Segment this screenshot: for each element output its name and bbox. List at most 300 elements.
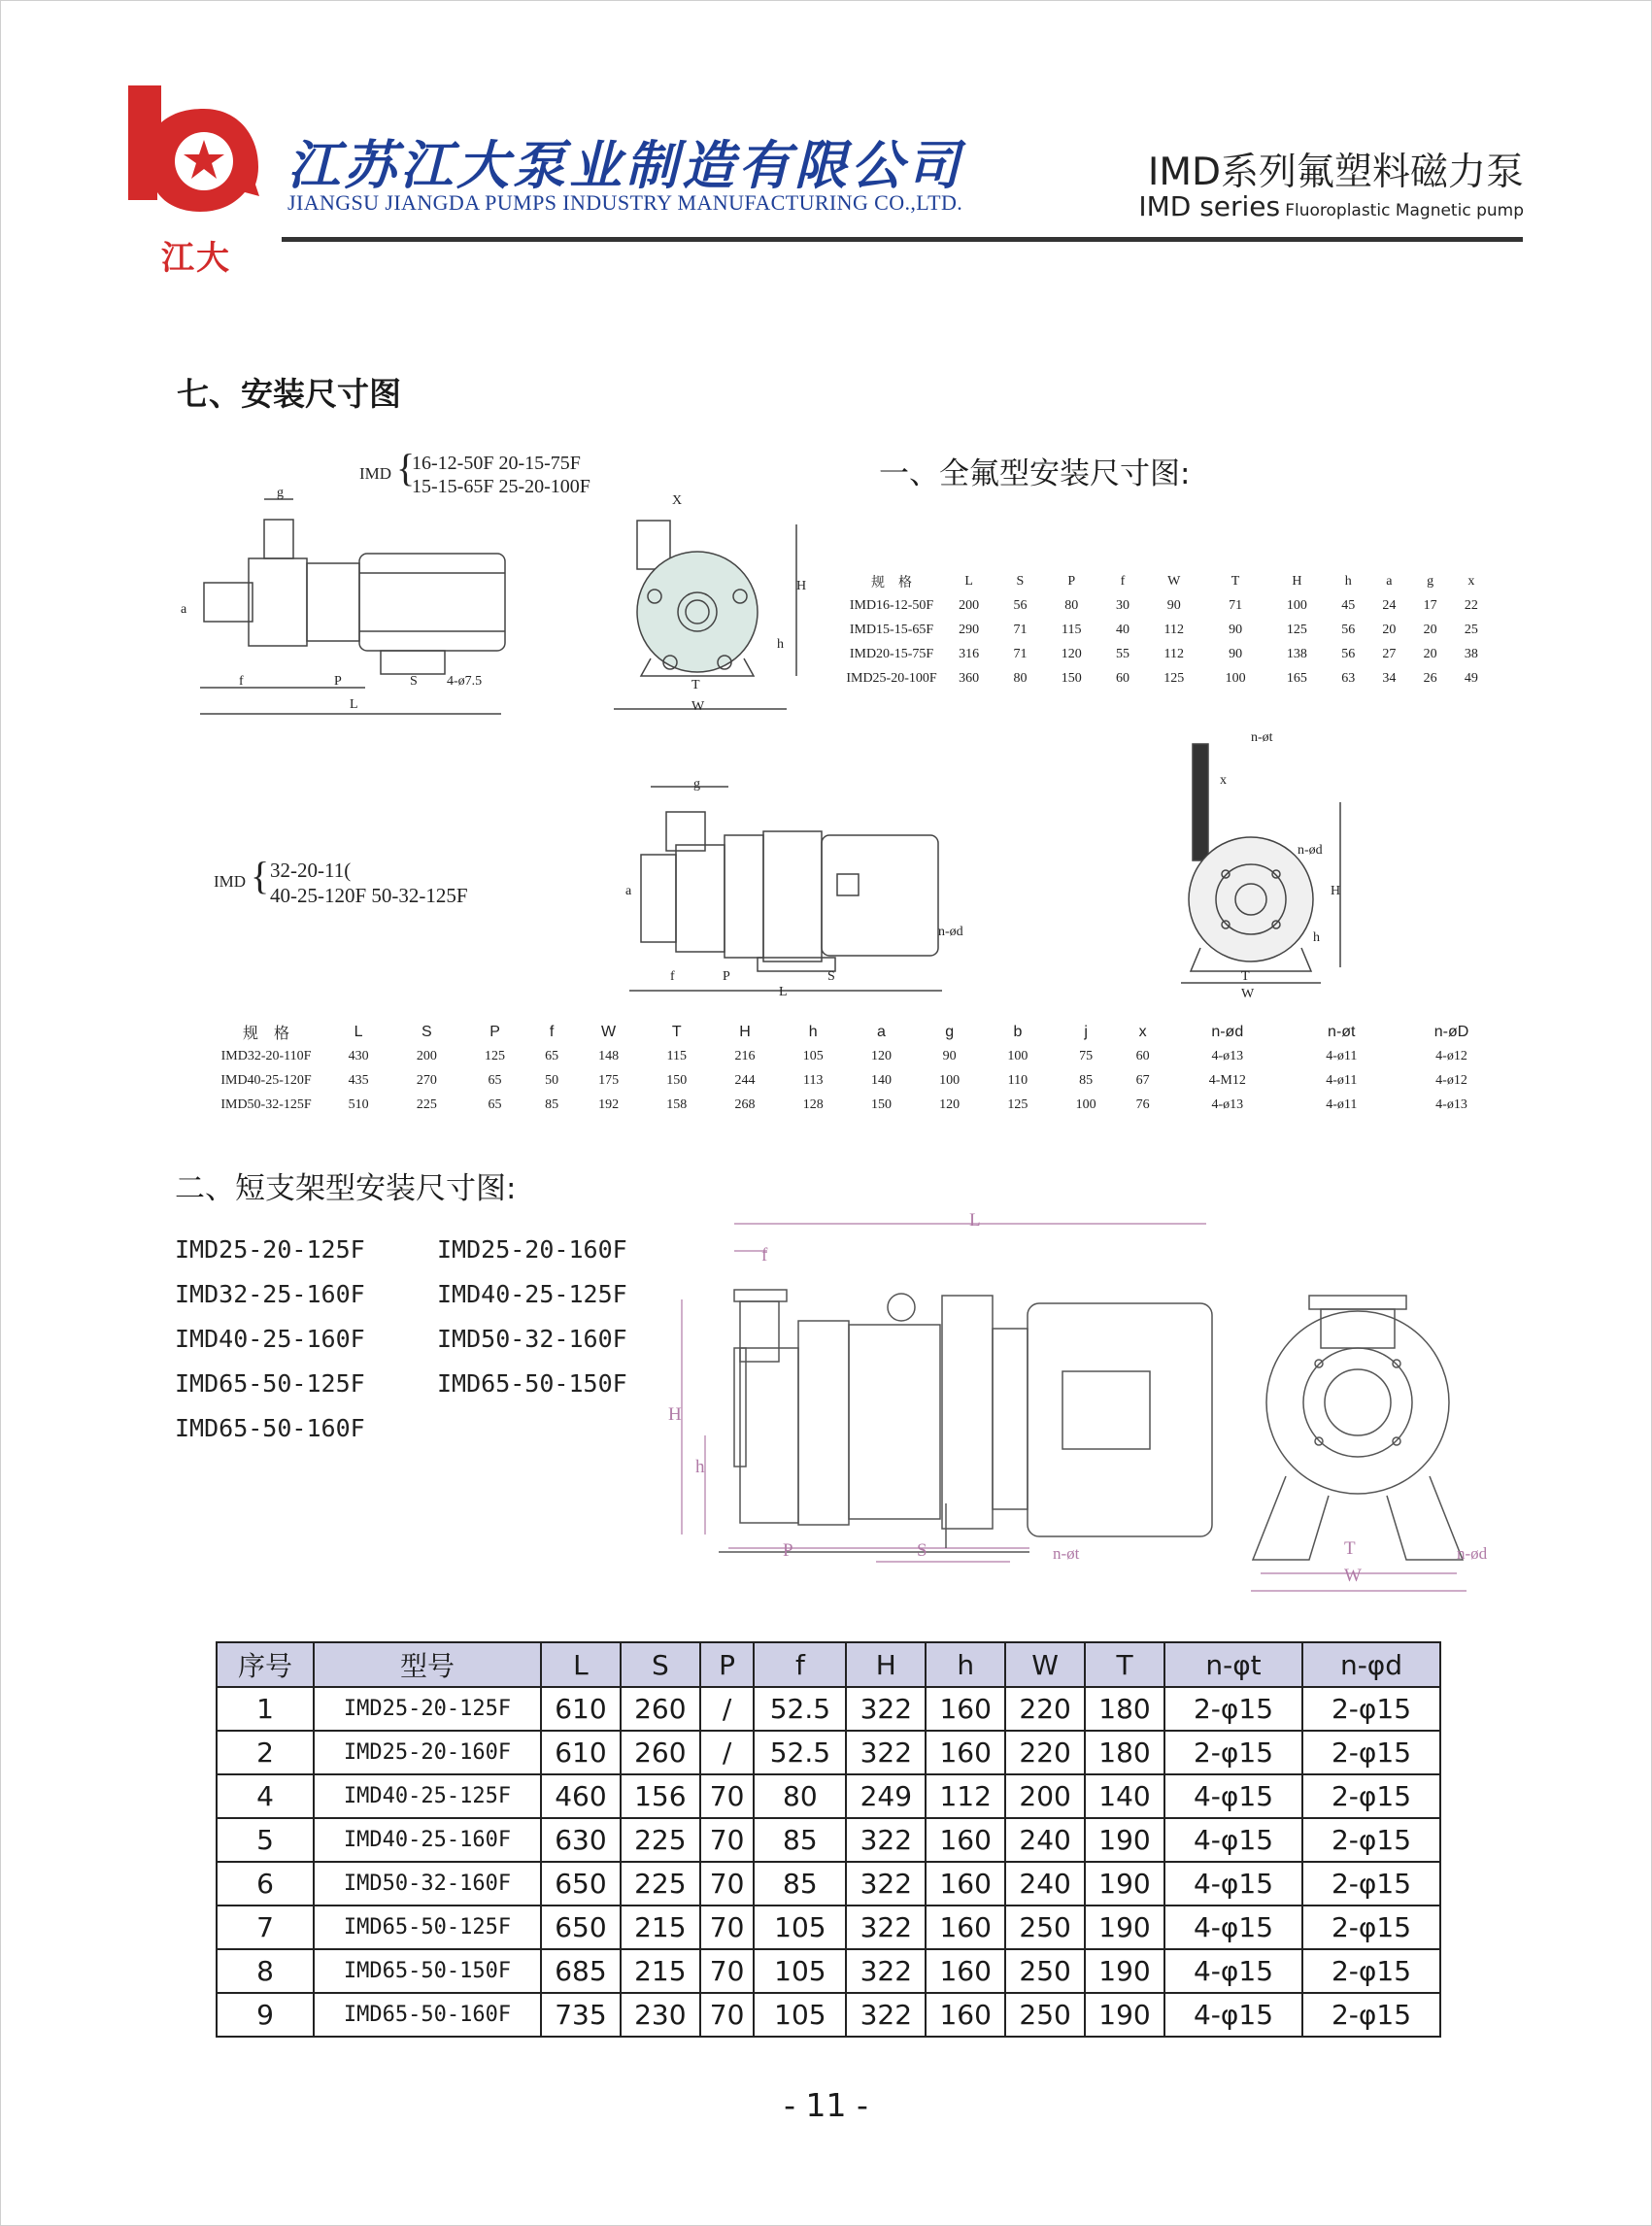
- dim-f-1: f: [239, 674, 244, 689]
- cell: 610: [541, 1731, 621, 1774]
- dim-s-2: S: [827, 969, 835, 984]
- dim-l-2: L: [779, 985, 788, 999]
- group2-header-cell: S: [421, 1023, 432, 1040]
- cell: 175: [598, 1072, 620, 1088]
- cell: 8: [217, 1949, 314, 1993]
- cell: 34: [1382, 670, 1397, 686]
- cell: 250: [1005, 1949, 1085, 1993]
- cell: 156: [621, 1774, 700, 1818]
- cell: 80: [754, 1774, 846, 1818]
- group2-header-cell: x: [1138, 1023, 1147, 1040]
- cell: 316: [959, 646, 980, 661]
- cell: 148: [598, 1048, 620, 1063]
- dim-h-lower-3: h: [695, 1457, 705, 1477]
- cell: IMD65-50-160F: [314, 1993, 541, 2037]
- cell: 220: [1005, 1731, 1085, 1774]
- cell: 630: [541, 1818, 621, 1862]
- cell: IMD40-25-120F: [220, 1072, 312, 1088]
- col-header: L: [541, 1642, 621, 1687]
- cell: IMD15-15-65F: [849, 622, 934, 637]
- cell: 735: [541, 1993, 621, 2037]
- group1-header-cell: a: [1386, 573, 1393, 589]
- group2-header-cell: H: [739, 1023, 751, 1040]
- cell: 125: [1286, 622, 1307, 637]
- page-number: - 11 -: [784, 2086, 868, 2124]
- cell: 20: [1382, 622, 1397, 637]
- cell: IMD65-50-150F: [314, 1949, 541, 1993]
- cell: 200: [416, 1048, 437, 1063]
- cell: 125: [1007, 1096, 1028, 1112]
- cell: 160: [926, 1993, 1005, 2037]
- dim-x-2: x: [1220, 773, 1227, 788]
- group1-header-cell: 规 格: [871, 575, 912, 590]
- cell: 230: [621, 1993, 700, 2037]
- cell: 2-φ15: [1164, 1731, 1302, 1774]
- cell: 140: [1085, 1774, 1164, 1818]
- cell: 4-ø11: [1326, 1072, 1358, 1088]
- cell: 160: [926, 1862, 1005, 1906]
- cell: 435: [348, 1072, 369, 1088]
- cell: 225: [416, 1096, 437, 1112]
- drawing-mid-pump-front: [1162, 734, 1356, 1002]
- cell: 250: [1005, 1906, 1085, 1949]
- cell: 60: [1115, 670, 1129, 686]
- cell: 2-φ15: [1164, 1687, 1302, 1731]
- cell: 4-φ15: [1164, 1949, 1302, 1993]
- cell: 150: [1061, 670, 1082, 686]
- dim-h-lower-2: h: [1313, 930, 1320, 945]
- cell: 290: [959, 622, 980, 637]
- cell: 160: [926, 1687, 1005, 1731]
- cell: 20: [1423, 646, 1437, 661]
- cell: 71: [1229, 597, 1243, 613]
- cell: 112: [926, 1774, 1005, 1818]
- company-logo: [122, 84, 268, 229]
- cell: 52.5: [754, 1731, 846, 1774]
- model-item: IMD50-32-160F: [437, 1325, 627, 1353]
- cell: 65: [488, 1096, 502, 1112]
- group1-header-cell: T: [1231, 573, 1240, 589]
- cell: 268: [734, 1096, 756, 1112]
- cell: 110: [1007, 1072, 1028, 1088]
- table-row: [217, 1774, 1440, 1818]
- part1-title: 一、全氟型安装尺寸图:: [879, 456, 1191, 491]
- cell: 26: [1423, 670, 1437, 686]
- cell: 70: [700, 1818, 755, 1862]
- cell: 70: [700, 1949, 755, 1993]
- cell: 128: [802, 1096, 824, 1112]
- dim-nd-3: n-ød: [1457, 1544, 1488, 1563]
- cell: 105: [754, 1949, 846, 1993]
- group2-prefix: IMD: [214, 872, 247, 891]
- group1-prefix: IMD: [359, 464, 392, 483]
- table-row: [217, 1862, 1440, 1906]
- group2-spec-table: [208, 1020, 1509, 1117]
- cell: 70: [700, 1862, 755, 1906]
- cell: IMD50-32-125F: [220, 1096, 312, 1112]
- part2-title: 二、短支架型安装尺寸图:: [175, 1171, 517, 1206]
- dim-a-1: a: [181, 602, 187, 617]
- dim-nt-2: n-øt: [1251, 730, 1273, 745]
- group1-header-cell: P: [1067, 573, 1076, 589]
- cell: 70: [700, 1906, 755, 1949]
- group2-models-line1: 32-20-11(: [270, 859, 352, 882]
- cell: IMD25-20-125F: [314, 1687, 541, 1731]
- cell: 4-ø11: [1326, 1096, 1358, 1112]
- group2-header-cell: L: [354, 1023, 363, 1040]
- header-rule: [282, 237, 1523, 242]
- col-header: 型号: [314, 1642, 541, 1687]
- group2-header-cell: n-øD: [1433, 1023, 1469, 1040]
- cell: 22: [1464, 597, 1478, 613]
- model-item: IMD32-25-160F: [175, 1280, 365, 1308]
- short-bracket-spec-table: [216, 1641, 1441, 2038]
- dim-a-2: a: [625, 884, 632, 898]
- cell: 112: [1163, 622, 1184, 637]
- group2-header-cell: g: [945, 1023, 955, 1040]
- cell: 160: [926, 1906, 1005, 1949]
- dim-w-3: W: [1344, 1566, 1362, 1586]
- cell: 5: [217, 1818, 314, 1862]
- series-title-en: [1138, 190, 1524, 222]
- cell: 7: [217, 1906, 314, 1949]
- table-row: [217, 1993, 1440, 2037]
- cell: 71: [1013, 622, 1028, 637]
- dim-l-1: L: [350, 697, 358, 712]
- section-title: 七、安装尺寸图: [177, 375, 401, 413]
- group1-header-cell: W: [1167, 573, 1181, 589]
- group1-models-line1: 16-12-50F 20-15-75F: [412, 453, 581, 474]
- dim-s-3: S: [917, 1540, 927, 1561]
- drawing-bracket-pump-front: [1247, 1282, 1480, 1602]
- cell: 2-φ15: [1302, 1687, 1440, 1731]
- cell: /: [700, 1731, 755, 1774]
- cell: 4-φ15: [1164, 1774, 1302, 1818]
- cell: IMD65-50-125F: [314, 1906, 541, 1949]
- dim-s-1: S: [410, 674, 418, 689]
- group2-row: [208, 1044, 1509, 1068]
- series-title-cn: IMD系列氟塑料磁力泵: [1147, 151, 1524, 194]
- cell: 240: [1005, 1862, 1085, 1906]
- cell: 50: [545, 1072, 559, 1088]
- model-item: IMD40-25-160F: [175, 1325, 365, 1353]
- dim-t-2: T: [1241, 969, 1250, 984]
- col-header: W: [1005, 1642, 1085, 1687]
- cell: 115: [1061, 622, 1082, 637]
- cell: 71: [1013, 646, 1028, 661]
- cell: 322: [846, 1731, 926, 1774]
- cell: 460: [541, 1774, 621, 1818]
- cell: 85: [545, 1096, 559, 1112]
- cell: 200: [959, 597, 980, 613]
- dim-p-2: P: [723, 969, 730, 984]
- drawing-bracket-pump-side: [660, 1212, 1224, 1581]
- cell: 180: [1085, 1731, 1164, 1774]
- cell: 70: [700, 1774, 755, 1818]
- cell: 180: [1085, 1687, 1164, 1731]
- model-item: IMD65-50-125F: [175, 1369, 365, 1398]
- col-header: T: [1085, 1642, 1164, 1687]
- col-header: n-φd: [1302, 1642, 1440, 1687]
- company-name-en: JIANGSU JIANGDA PUMPS INDUSTRY MANUFACTURING CO.,LTD.: [287, 190, 963, 215]
- cell: 685: [541, 1949, 621, 1993]
- dim-f-3: f: [761, 1245, 768, 1265]
- model-item: IMD40-25-125F: [437, 1280, 627, 1308]
- cell: 150: [870, 1096, 892, 1112]
- cell: 27: [1382, 646, 1397, 661]
- cell: 190: [1085, 1993, 1164, 2037]
- cell: 65: [545, 1048, 559, 1063]
- cell: 100: [1007, 1048, 1028, 1063]
- dim-w-1: W: [691, 699, 705, 714]
- cell: IMD32-20-110F: [220, 1048, 312, 1063]
- dim-nd-2: n-ød: [938, 925, 963, 939]
- cell: IMD25-20-160F: [314, 1731, 541, 1774]
- cell: 192: [598, 1096, 620, 1112]
- cell: 322: [846, 1818, 926, 1862]
- series-en-small: Fluoroplastic Magnetic pump: [1285, 201, 1524, 220]
- cell: 105: [754, 1906, 846, 1949]
- group1-row: [845, 666, 1492, 691]
- dim-x-1: X: [672, 493, 683, 508]
- group1-header-cell: f: [1120, 573, 1126, 589]
- cell: 150: [666, 1072, 688, 1088]
- cell: 4: [217, 1774, 314, 1818]
- group1-header-cell: H: [1292, 573, 1302, 589]
- cell: 190: [1085, 1862, 1164, 1906]
- cell: 67: [1135, 1072, 1150, 1088]
- cell: 2-φ15: [1302, 1993, 1440, 2037]
- group1-header-row: [845, 569, 1492, 593]
- cell: IMD16-12-50F: [849, 597, 934, 613]
- cell: 105: [802, 1048, 824, 1063]
- cell: 85: [754, 1818, 846, 1862]
- group2-header-cell: W: [601, 1023, 617, 1040]
- cell: IMD40-25-160F: [314, 1818, 541, 1862]
- cell: 430: [348, 1048, 369, 1063]
- group2-row: [208, 1093, 1509, 1117]
- dim-h-upper-2: H: [1331, 884, 1341, 898]
- cell: 70: [700, 1993, 755, 2037]
- cell: 4-ø12: [1435, 1072, 1467, 1088]
- drawing-mid-pump-side: [622, 777, 991, 1000]
- cell: 2-φ15: [1302, 1774, 1440, 1818]
- group1-row: [845, 642, 1492, 666]
- cell: 49: [1464, 670, 1478, 686]
- dim-g-2: g: [693, 777, 700, 792]
- cell: 125: [485, 1048, 506, 1063]
- cell: 4-ø13: [1211, 1048, 1244, 1063]
- group1-models-line2: 15-15-65F 25-20-100F: [412, 476, 590, 497]
- col-header: f: [754, 1642, 846, 1687]
- cell: /: [700, 1687, 755, 1731]
- cell: 2-φ15: [1302, 1862, 1440, 1906]
- cell: 76: [1135, 1096, 1150, 1112]
- cell: 115: [666, 1048, 688, 1063]
- cell: 85: [754, 1862, 846, 1906]
- dim-nd-front-2: n-ød: [1298, 843, 1323, 858]
- cell: 105: [754, 1993, 846, 2037]
- brace-icon: {: [251, 854, 270, 897]
- dim-nt-3: n-øt: [1053, 1544, 1080, 1563]
- series-en-big: IMD series: [1138, 190, 1281, 222]
- cell: 113: [802, 1072, 824, 1088]
- cell: 24: [1382, 597, 1397, 613]
- company-name-cn: 江苏江大泵业制造有限公司: [287, 134, 963, 196]
- group2-header-cell: 规 格: [242, 1026, 289, 1042]
- model-item: IMD25-20-125F: [175, 1235, 365, 1264]
- cell: 244: [734, 1072, 756, 1088]
- cell: 55: [1115, 646, 1129, 661]
- dim-l-3: L: [969, 1210, 981, 1231]
- cell: 90: [1229, 646, 1243, 661]
- cell: 90: [942, 1048, 957, 1063]
- dim-h-lower-1: h: [777, 637, 784, 652]
- group1-header-cell: L: [964, 573, 973, 589]
- cell: 6: [217, 1862, 314, 1906]
- dim-p-1: P: [334, 674, 342, 689]
- table-row: [217, 1949, 1440, 1993]
- cell: 100: [1286, 597, 1307, 613]
- cell: 200: [1005, 1774, 1085, 1818]
- drawing-small-pump-side: [190, 486, 521, 728]
- drawing-small-pump-front: [612, 495, 816, 728]
- cell: 650: [541, 1862, 621, 1906]
- cell: 322: [846, 1993, 926, 2037]
- group2-models-line2: 40-25-120F 50-32-125F: [270, 884, 468, 907]
- group2-header-cell: b: [1013, 1023, 1023, 1040]
- cell: IMD50-32-160F: [314, 1862, 541, 1906]
- cell: 100: [1225, 670, 1246, 686]
- cell: 270: [416, 1072, 437, 1088]
- cell: 52.5: [754, 1687, 846, 1731]
- cell: 4-M12: [1208, 1072, 1246, 1088]
- cell: 610: [541, 1687, 621, 1731]
- cell: 9: [217, 1993, 314, 2037]
- group2-header-row: [208, 1020, 1509, 1044]
- group2-header-cell: n-ød: [1211, 1023, 1244, 1040]
- col-header: 序号: [217, 1642, 314, 1687]
- cell: 190: [1085, 1906, 1164, 1949]
- group2-header-cell: a: [877, 1023, 886, 1040]
- table-row: [217, 1818, 1440, 1862]
- cell: 80: [1013, 670, 1028, 686]
- cell: 216: [734, 1048, 756, 1063]
- cell: 215: [621, 1949, 700, 1993]
- cell: 65: [488, 1072, 502, 1088]
- cell: 4-ø13: [1211, 1096, 1244, 1112]
- cell: 100: [1075, 1096, 1096, 1112]
- logo-text: 江大: [161, 239, 231, 278]
- cell: 90: [1229, 622, 1243, 637]
- cell: 56: [1341, 646, 1356, 661]
- cell: 215: [621, 1906, 700, 1949]
- cell: 190: [1085, 1818, 1164, 1862]
- cell: 140: [870, 1072, 892, 1088]
- dim-h-upper-3: H: [668, 1404, 682, 1425]
- cell: 225: [621, 1862, 700, 1906]
- group2-header-cell: j: [1084, 1023, 1088, 1040]
- group2-header-cell: h: [808, 1023, 818, 1040]
- cell: 60: [1135, 1048, 1150, 1063]
- group1-header-cell: x: [1467, 573, 1475, 589]
- cell: 160: [926, 1818, 1005, 1862]
- cell: 322: [846, 1906, 926, 1949]
- dim-g-1: g: [277, 486, 284, 500]
- cell: 75: [1079, 1048, 1094, 1063]
- table-row: [217, 1687, 1440, 1731]
- cell: 2-φ15: [1302, 1731, 1440, 1774]
- cell: 120: [1061, 646, 1082, 661]
- cell: 138: [1286, 646, 1307, 661]
- cell: 120: [870, 1048, 892, 1063]
- group1-row: [845, 593, 1492, 618]
- cell: 17: [1423, 597, 1437, 613]
- cell: 220: [1005, 1687, 1085, 1731]
- cell: 249: [846, 1774, 926, 1818]
- cell: 100: [939, 1072, 961, 1088]
- dim-t-3: T: [1344, 1538, 1356, 1559]
- cell: 158: [666, 1096, 688, 1112]
- col-header: h: [926, 1642, 1005, 1687]
- cell: 2: [217, 1731, 314, 1774]
- col-header: S: [621, 1642, 700, 1687]
- cell: 20: [1423, 622, 1437, 637]
- cell: 56: [1013, 597, 1028, 613]
- group1-header-cell: h: [1344, 573, 1352, 589]
- cell: 90: [1166, 597, 1181, 613]
- cell: 4-ø12: [1435, 1048, 1467, 1063]
- cell: 225: [621, 1818, 700, 1862]
- cell: 510: [348, 1096, 369, 1112]
- model-item: IMD25-20-160F: [437, 1235, 627, 1264]
- dim-f-2: f: [670, 969, 675, 984]
- cell: 2-φ15: [1302, 1818, 1440, 1862]
- cell: 4-φ15: [1164, 1818, 1302, 1862]
- cell: 120: [939, 1096, 961, 1112]
- brace-icon: {: [396, 446, 416, 489]
- cell: 4-φ15: [1164, 1862, 1302, 1906]
- dim-bolt-1: 4-ø7.5: [447, 674, 483, 689]
- cell: 4-ø11: [1326, 1048, 1358, 1063]
- cell: 260: [621, 1687, 700, 1731]
- cell: 322: [846, 1949, 926, 1993]
- cell: 45: [1341, 597, 1356, 613]
- cell: 260: [621, 1731, 700, 1774]
- group1-row: [845, 618, 1492, 642]
- dim-w-2: W: [1241, 987, 1255, 1001]
- cell: 322: [846, 1862, 926, 1906]
- cell: 56: [1341, 622, 1356, 637]
- cell: 2-φ15: [1302, 1906, 1440, 1949]
- cell: 190: [1085, 1949, 1164, 1993]
- cell: 322: [846, 1687, 926, 1731]
- group2-header-cell: n-øt: [1328, 1023, 1356, 1040]
- cell: 40: [1115, 622, 1129, 637]
- cell: 4-φ15: [1164, 1906, 1302, 1949]
- cell: 160: [926, 1949, 1005, 1993]
- cell: 165: [1286, 670, 1307, 686]
- cell: 650: [541, 1906, 621, 1949]
- cell: 4-ø13: [1435, 1096, 1467, 1112]
- cell: 80: [1064, 597, 1079, 613]
- cell: 4-φ15: [1164, 1993, 1302, 2037]
- cell: 250: [1005, 1993, 1085, 2037]
- group2-header-cell: P: [489, 1023, 500, 1040]
- dim-h-upper-1: H: [796, 579, 807, 593]
- group2-row: [208, 1068, 1509, 1093]
- col-header: P: [700, 1642, 755, 1687]
